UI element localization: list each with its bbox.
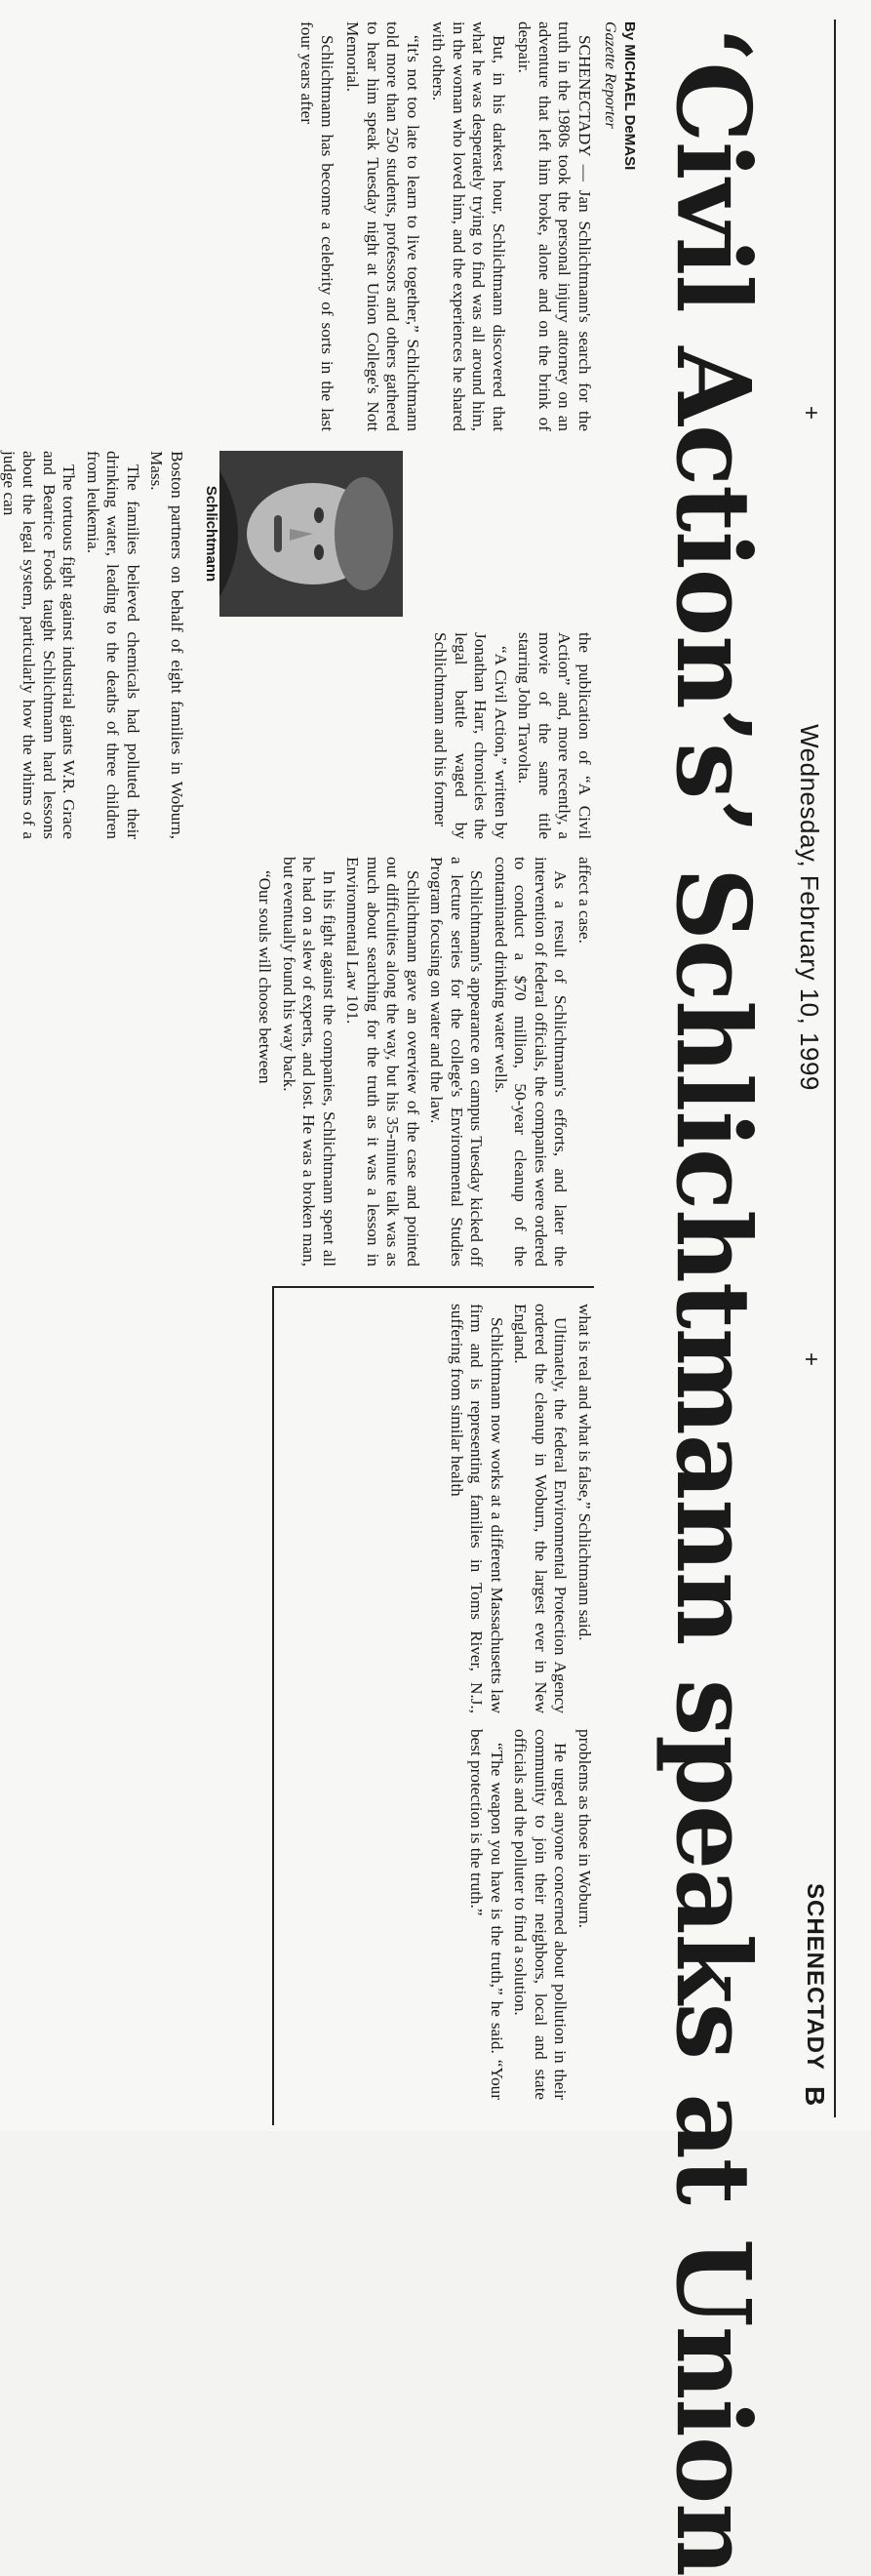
page-letter: B: [800, 2086, 830, 2107]
paragraph: Boston partners on behalf of eight families in Woburn, Mass.: [147, 451, 186, 839]
paragraph: “The weapon you have is the truth,” he said. “Your best protection is the truth.”: [467, 1729, 506, 2100]
paragraph: Schlichtmann now works at a different Massachusetts law firm and is representing families in Toms River, N.J., suffering from similar health: [448, 1304, 506, 1713]
registration-mark: +: [798, 1352, 824, 1367]
paragraph: As a result of Schlichtmann's efforts, and later the intervention of federal officials, the companies were ordered to conduct a $70 million, 50-year cleanup of the contaminated drinking water wells.: [492, 857, 571, 1267]
registration-mark: +: [798, 406, 824, 421]
byline-name: By MICHAEL DeMASI: [621, 21, 638, 171]
paragraph: The families believed chemicals had polluted their drinking water, leading to the deaths of three children from leukemia.: [84, 451, 142, 839]
column-rule: [272, 1286, 594, 1288]
top-rule: [834, 20, 836, 2117]
paragraph: “Our souls will choose between: [256, 870, 275, 1084]
paragraph: He urged anyone concerned about pollution in their community to join their neighbors, local and state officials and the polluter to find a solution.: [511, 1729, 571, 2100]
portrait-image: [219, 451, 403, 617]
paragraph: Schlichtmann's appearance on campus Tuesday kicked off a lecture series for the college's Environmental Studies Program focusing on water and the law.: [427, 857, 487, 1267]
article-column-4: [447, 1304, 595, 1713]
paragraph: “It's not too late to learn to live together,” Schlichtmann told more than 250 students, professors and others gathered to hear him speak Tuesday night at Union College's Nott Memorial.: [343, 21, 422, 431]
paragraph: Schlichtmann has become a celebrity of sorts in the last four years after: [297, 21, 337, 431]
paragraph: Schlichtmann gave an overview of the case and pointed out difficulties along the way, but his 35-minute talk was as much about searching for the truth as it was a lesson in Environmental Law 101.: [343, 857, 422, 1267]
byline-role: Gazette Reporter: [602, 21, 618, 129]
article-column-1: [297, 21, 594, 431]
article-column-2-top: [430, 632, 594, 839]
article-column-3: [255, 857, 594, 1267]
paragraph: Ultimately, the federal Environmental Protection Agency ordered the cleanup in Woburn, the largest ever in New England.: [511, 1304, 571, 1713]
paragraph: But, in his darkest hour, Schlichtmann discovered that what he was desperately trying to find was all around him, in the woman who loved him, and the experiences he shared with others.: [429, 21, 508, 431]
portrait-photo: [219, 451, 403, 617]
paragraph: In his fight against the companies, Schlichtmann spent all he had on a slew of experts, and lost. He was a broken man, but eventually found his way back.: [280, 857, 338, 1267]
paragraph: affect a case.: [575, 857, 594, 944]
headline: ‘Civil Action’s’ Schlichtmann speaks at Union: [653, 27, 773, 2576]
publication-date: Wednesday, February 10, 1999: [795, 724, 824, 1091]
paragraph: what is real and what is false,” Schlichtmann said.: [575, 1304, 594, 1641]
paragraph: “A Civil Action,” written by Jonathan Harr, chronicles the legal battle waged by Schlichtmann and his former: [431, 632, 510, 839]
photo-caption: Schlichtmann: [203, 485, 219, 583]
article-column-5: [466, 1729, 594, 2100]
paragraph: SCHENECTADY — Jan Schlichtmann's search for the truth in the 1980s took the personal injury attorney on an adventure that left him broke, alone and on the brink of despair.: [515, 21, 594, 431]
article-column-2-bottom: [0, 451, 186, 839]
paragraph: problems as those in Woburn.: [575, 1729, 594, 1929]
section-label: SCHENECTADY: [802, 1883, 828, 2071]
byline: [600, 21, 639, 256]
paragraph: the publication of “A Civil Action” and, more recently, a movie of the same title starring John Travolta.: [515, 632, 594, 839]
paragraph: The tortuous fight against industrial giants W.R. Grace and Beatrice Foods taught Schlichtmann hard lessons about the legal system, particularly how the whims of a judge can: [0, 451, 79, 839]
bottom-rule: [272, 1286, 274, 2125]
